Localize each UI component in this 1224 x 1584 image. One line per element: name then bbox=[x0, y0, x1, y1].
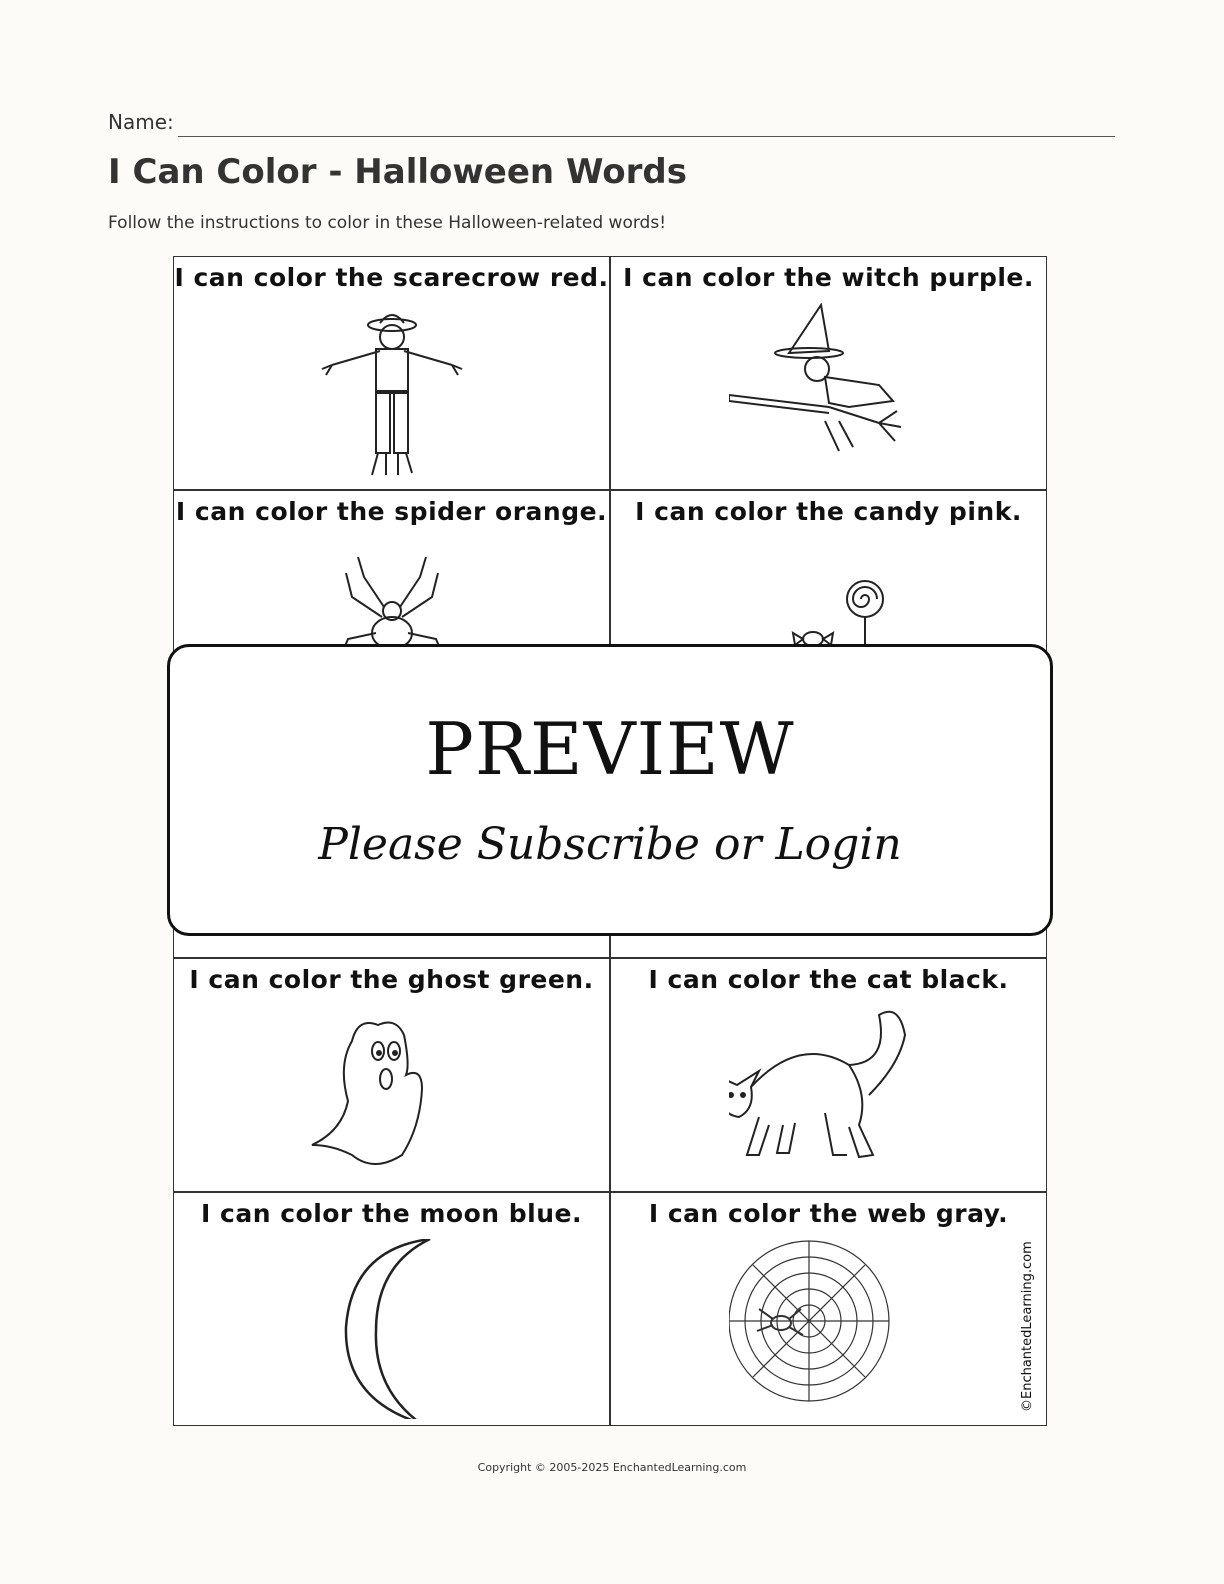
witch-icon bbox=[729, 303, 929, 483]
credit-text: ©EnchantedLearning.com bbox=[1020, 1241, 1035, 1412]
name-label: Name: bbox=[108, 110, 174, 134]
preview-title: PREVIEW bbox=[425, 707, 795, 791]
cell-witch bbox=[610, 256, 1047, 490]
ghost-icon bbox=[292, 1005, 492, 1185]
cell-label: I can color the ghost green. bbox=[189, 965, 594, 994]
cell-label: I can color the web gray. bbox=[648, 1199, 1009, 1228]
cell-label: I can color the spider orange. bbox=[175, 497, 608, 526]
name-row bbox=[108, 110, 1115, 140]
page-title: I Can Color - Halloween Words bbox=[108, 152, 687, 192]
scarecrow-icon bbox=[292, 303, 492, 483]
copyright-text: Copyright © 2005-2025 EnchantedLearning.com bbox=[477, 1461, 747, 1474]
cell-cat bbox=[610, 958, 1047, 1192]
instructions-text: Follow the instructions to color in these Halloween-related words! bbox=[108, 213, 667, 233]
spider-web-icon bbox=[729, 1239, 929, 1419]
cell-label: I can color the witch purple. bbox=[623, 263, 1034, 292]
cell-ghost bbox=[173, 958, 610, 1192]
subscribe-login-link[interactable]: Please Subscribe or Login bbox=[318, 819, 902, 870]
cell-label: I can color the cat black. bbox=[648, 965, 1009, 994]
name-line[interactable] bbox=[178, 136, 1115, 137]
cell-label: I can color the candy pink. bbox=[635, 497, 1022, 526]
cat-icon bbox=[729, 1005, 929, 1185]
cell-label: I can color the moon blue. bbox=[201, 1199, 582, 1228]
cell-web bbox=[610, 1192, 1047, 1426]
preview-overlay[interactable] bbox=[167, 644, 1053, 936]
cell-label: I can color the scarecrow red. bbox=[174, 263, 609, 292]
moon-icon bbox=[292, 1239, 492, 1419]
cell-moon bbox=[173, 1192, 610, 1426]
cell-scarecrow bbox=[173, 256, 610, 490]
